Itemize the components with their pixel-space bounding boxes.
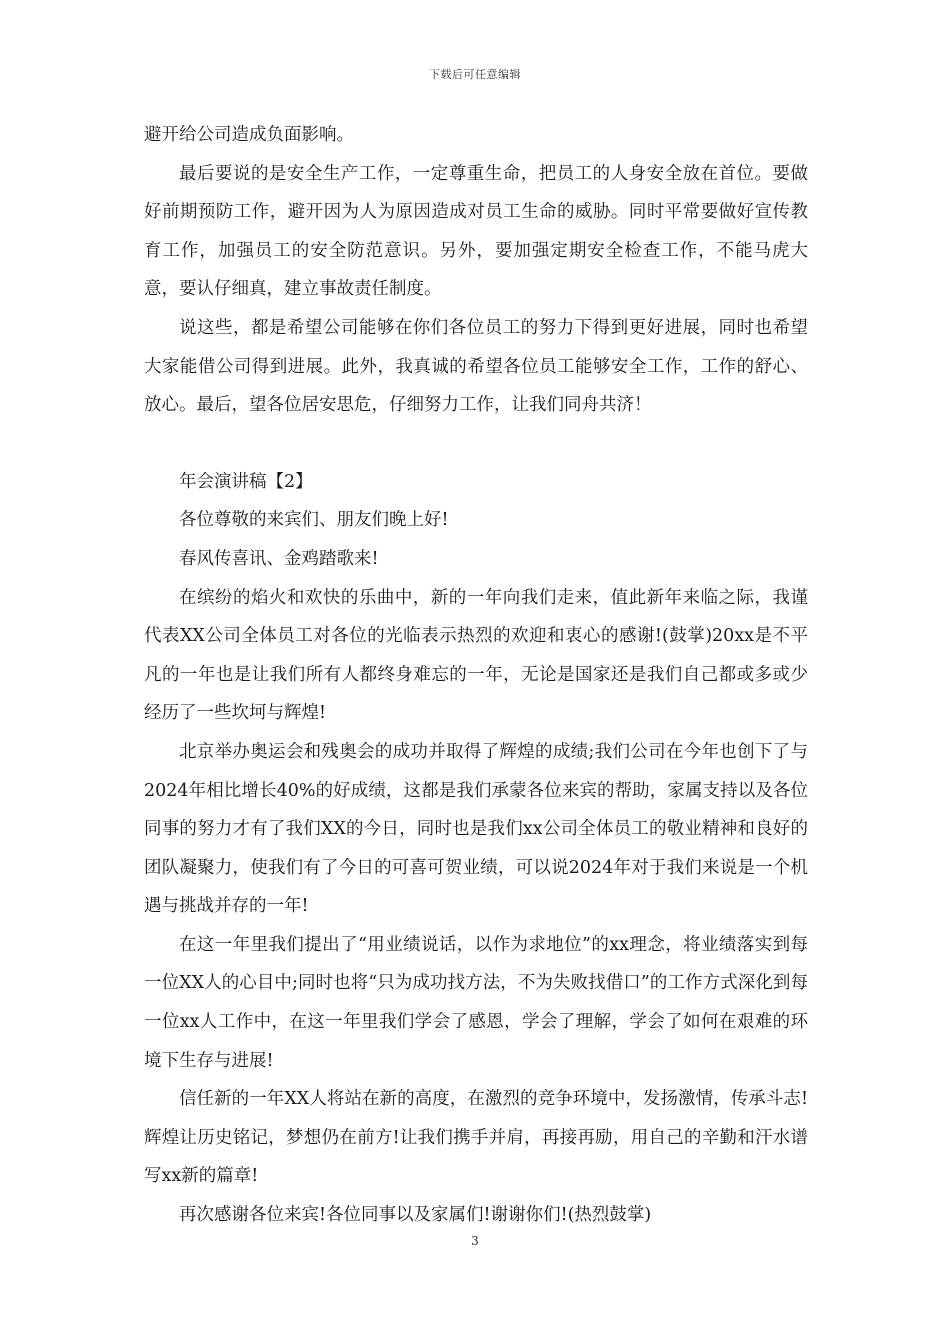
paragraph: 各位尊敬的来宾们、朋友们晚上好! — [179, 510, 449, 531]
paragraph: 避开给公司造成负面影响。 — [144, 125, 354, 145]
page-number: 3 — [471, 1234, 479, 1248]
paragraph: 再次感谢各位来宾!各位同事以及家属们!谢谢你们!(热烈鼓掌) — [179, 1205, 652, 1226]
paragraph: 信任新的一年XX人将站在新的高度，在激烈的竞争环境中，发扬激情，传承斗志!辉煌让历史铭记，梦想仍在前方!让我们携手并肩，再接再励，用自己的辛勤和汗水谱写xx新的篇章! — [144, 1089, 808, 1187]
paragraph: 在缤纷的焰火和欢快的乐曲中，新的一年向我们走来，值此新年来临之际，我谨代表XX公司全体员工对各位的光临表示热烈的欢迎和衷心的感谢!(鼓掌)20xx是不平凡的一年也是让我们所有人都终身难忘的一年，无论是国家还是我们自己都或多或少经历了一些坎坷与辉煌! — [144, 587, 808, 724]
paragraph: 春风传喜讯、金鸡踏歌来! — [179, 548, 379, 569]
document-body — [144, 116, 808, 1235]
paragraph: 在这一年里我们提出了“用业绩说话，以作为求地位”的xx理念，将业绩落实到每一位XX人的心目中;同时也将“只为成功找方法，不为失败找借口”的工作方式深化到每一位xx人工作中，在这一年里我们学会了感恩，学会了理解，学会了如何在艰难的环境下生存与进展! — [144, 934, 808, 1071]
paragraph: 说这些，都是希望公司能够在你们各位员工的努力下得到更好进展，同时也希望大家能借公司得到进展。此外，我真诚的希望各位员工能够安全工作，工作的舒心、放心。最后，望各位居安思危，仔细努力工作，让我们同舟共济！ — [144, 317, 808, 416]
paragraph: 最后要说的是安全生产工作，一定尊重生命，把员工的人身安全放在首位。要做好前期预防工作，避开因为人为原因造成对员工生命的威胁。同时平常要做好宣传教育工作，加强员工的安全防范意识。另外，要加强定期安全检查工作，不能马虎大意，要认仔细真，建立事故责任制度。 — [144, 163, 808, 300]
section-spacer — [144, 425, 808, 463]
page-header: 下载后可任意编辑 — [429, 68, 521, 81]
paragraph: 北京举办奥运会和残奥会的成功并取得了辉煌的成绩;我们公司在今年也创下了与2024年相比增长40%的好成绩，这都是我们承蒙各位来宾的帮助，家属支持以及各位同事的努力才有了我们XX的今日，同时也是我们xx公司全体员工的敬业精神和良好的团队凝聚力，使我们有了今日的可喜可贺业绩，可以说2024年对于我们来说是一个机遇与挑战并存的一年! — [144, 741, 808, 917]
section-title: 年会演讲稿【2】 — [179, 471, 313, 492]
